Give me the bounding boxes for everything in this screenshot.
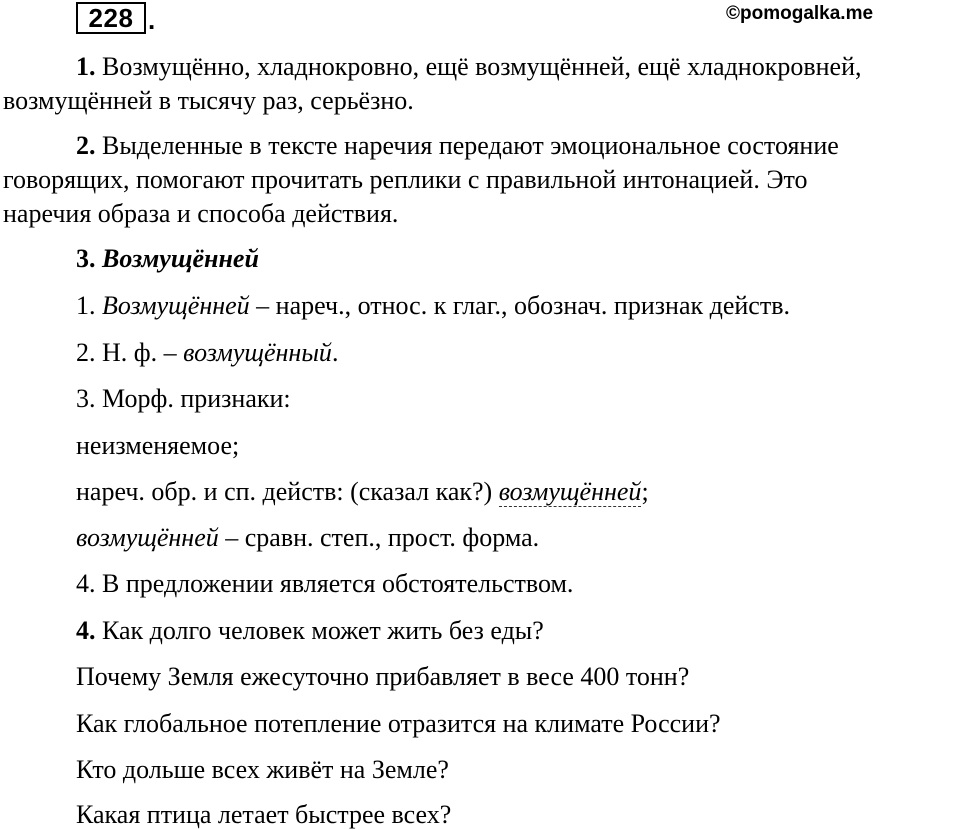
section3-item3 [76, 384, 291, 414]
section4-number: 4. [76, 616, 96, 645]
section2-text1: Выделенные в тексте наречия передают эмоциональное состояние [95, 131, 839, 160]
item4-text: 4. В предложении является обстоятельством. [76, 569, 574, 598]
section3-item1 [76, 291, 790, 321]
section4-q1 [76, 616, 544, 646]
section4-q3 [76, 709, 721, 739]
section3-feature2 [76, 477, 649, 507]
section3-number: 3. [76, 244, 96, 273]
item2-prefix: 2. Н. ф. – [76, 338, 184, 367]
item1-number: 1. [76, 291, 102, 320]
item2-end: . [331, 338, 339, 367]
feature2-end: ; [641, 477, 649, 506]
section4-q4 [76, 755, 449, 785]
item1-word: Возмущённей [102, 291, 250, 320]
section2-text3: наречия образа и способа действия. [3, 199, 399, 228]
feature1-text: неизменяемое; [76, 431, 240, 460]
item2-word: возмущённый [183, 338, 332, 367]
feature2-word: возмущённей [498, 477, 642, 506]
feature3-word: возмущённей [76, 523, 219, 552]
section4-q2 [76, 662, 689, 692]
item3-text: 3. Морф. признаки: [76, 384, 291, 413]
question5: Какая птица летает быстрее всех? [76, 800, 452, 829]
page-header [0, 0, 960, 40]
section1-text2: возмущённей в тысячу раз, серьёзно. [3, 86, 414, 115]
task-number-dot: . [148, 5, 156, 35]
watermark: ©pomogalka.me [726, 3, 874, 24]
section2-number: 2. [76, 131, 96, 160]
question2: Почему Земля ежесуточно прибавляет в весе 400 тонн? [76, 662, 690, 691]
item1-rest: – нареч., относ. к глаг., обознач. признак действ. [249, 291, 790, 320]
section1-number: 1. [76, 52, 96, 81]
section2-line1 [76, 131, 839, 161]
section4-q5 [76, 800, 451, 830]
section1-line1 [76, 52, 862, 82]
task-number: 228 [88, 3, 134, 33]
question1: Как долго человек может жить без еды? [95, 616, 544, 645]
question3: Как глобальное потепление отразится на климате России? [76, 709, 721, 738]
section2-text2: говорящих, помогают прочитать реплики с правильной интонацией. Это [3, 165, 808, 194]
section3-item4 [76, 569, 573, 599]
section2-line2 [3, 165, 808, 195]
section3-feature1 [76, 431, 239, 461]
question4: Кто дольше всех живёт на Земле? [76, 755, 449, 784]
feature2-prefix: нареч. обр. и сп. действ: (сказал как?) [76, 477, 499, 506]
section3-word: Возмущённей [95, 244, 259, 273]
section1-line2 [3, 86, 414, 116]
section2-line3 [3, 199, 398, 229]
task-number-box [76, 2, 146, 34]
section1-text1: Возмущённо, хладнокровно, ещё возмущённей, ещё хладнокровней, [95, 52, 862, 81]
section3-heading [76, 244, 259, 274]
section3-item2 [76, 338, 338, 368]
feature3-rest: – сравн. степ., прост. форма. [218, 523, 540, 552]
section3-feature3 [76, 523, 539, 553]
